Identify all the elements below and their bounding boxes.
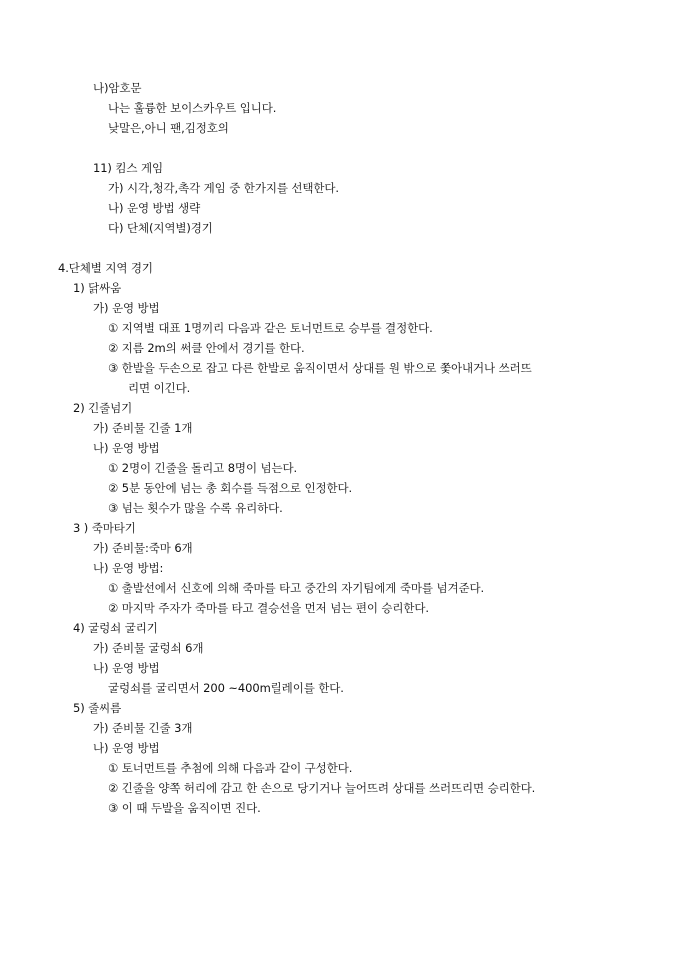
subsection-heading: 4) 굴렁쇠 굴리기 <box>73 621 158 635</box>
text-line: 나) 운영 방법 <box>93 441 160 455</box>
text-line: 다) 단체(지역별)경기 <box>108 221 213 235</box>
subsection-heading: 1) 닭싸움 <box>73 281 122 295</box>
section-heading-group-events: 4.단체별 지역 경기 <box>58 261 153 275</box>
text-line: 가) 준비물 굴렁쇠 6개 <box>93 641 204 655</box>
list-item: ② 마지막 주자가 죽마를 타고 결승선을 먼저 넘는 편이 승리한다. <box>108 601 429 615</box>
text-line: 굴렁쇠를 굴리면서 200 ~400m릴레이를 한다. <box>108 681 344 695</box>
text-line: 가) 준비물 긴줄 1개 <box>93 421 193 435</box>
text-line: 나) 운영 방법 <box>93 741 160 755</box>
text-line: 낮말은,아니 팬,김정호의 <box>108 121 229 135</box>
list-item: ① 지역별 대표 1명끼리 다음과 같은 토너먼트로 승부를 결정한다. <box>108 321 433 335</box>
subsection-heading: 3 ) 죽마타기 <box>73 521 136 535</box>
text-line: 나) 운영 방법 <box>93 661 160 675</box>
section-heading-kims-game: 11) 킴스 게임 <box>93 161 163 175</box>
subsection-heading: 5) 줄씨름 <box>73 701 122 715</box>
text-line: 나는 훌륭한 보이스카우트 입니다. <box>108 101 277 115</box>
section-heading-cipher: 나)암호문 <box>93 81 142 95</box>
text-line: 나) 운영 방법: <box>93 561 164 575</box>
list-item-continuation: 리면 이긴다. <box>128 381 191 395</box>
text-line: 가) 운영 방법 <box>93 301 160 315</box>
list-item: ② 지름 2m의 써클 안에서 경기를 한다. <box>108 341 305 355</box>
list-item: ① 2명이 긴줄을 돌리고 8명이 넘는다. <box>108 461 298 475</box>
subsection-heading: 2) 긴줄넘기 <box>73 401 133 415</box>
list-item: ② 긴줄을 양쪽 허리에 감고 한 손으로 당기거나 늘어뜨려 상대를 쓰러뜨리면 승리한다. <box>108 781 536 795</box>
list-item: ① 토너먼트를 추첨에 의해 다음과 같이 구성한다. <box>108 761 353 775</box>
text-line: 나) 운영 방법 생략 <box>108 201 201 215</box>
text-line: 가) 준비물 긴줄 3개 <box>93 721 193 735</box>
text-line: 가) 준비물:죽마 6개 <box>93 541 193 555</box>
list-item: ③ 한발을 두손으로 잡고 다른 한발로 움직이면서 상대를 원 밖으로 쫓아내거나 쓰러뜨 <box>108 361 532 375</box>
list-item: ③ 넘는 횟수가 많을 수록 유리하다. <box>108 501 283 515</box>
text-line: 가) 시각,청각,촉각 게임 중 한가지를 선택한다. <box>108 181 339 195</box>
list-item: ① 출발선에서 신호에 의해 죽마를 타고 중간의 자기팀에게 죽마를 넘겨준다. <box>108 581 485 595</box>
list-item: ② 5분 동안에 넘는 총 회수를 득점으로 인정한다. <box>108 481 353 495</box>
list-item: ③ 이 때 두발을 움직이면 진다. <box>108 801 261 815</box>
